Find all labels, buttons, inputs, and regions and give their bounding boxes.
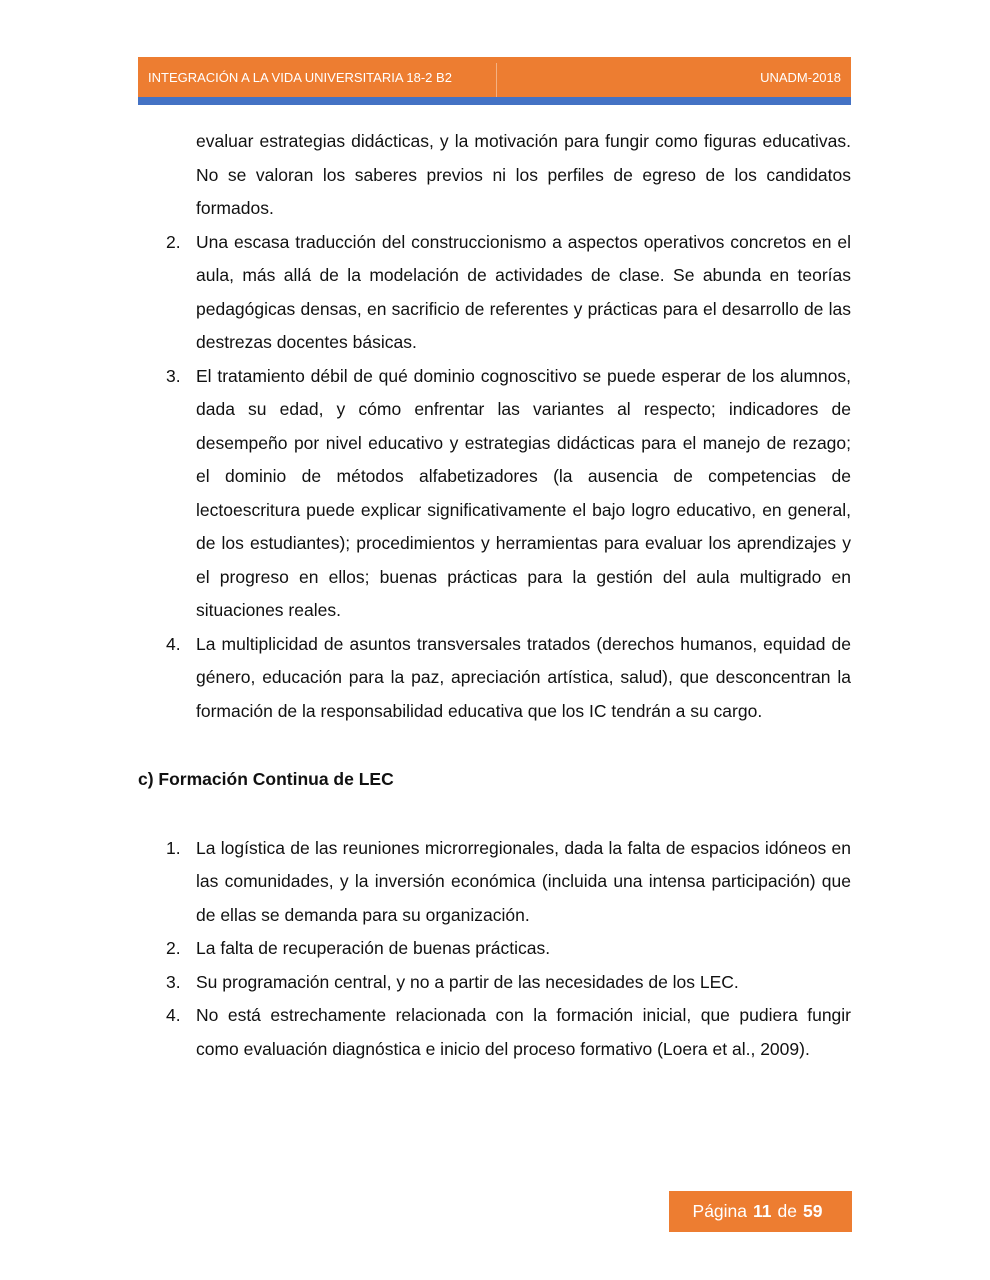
list-item-number: 3. xyxy=(166,365,181,386)
list-item-text: La falta de recuperación de buenas prácticas. xyxy=(196,938,551,958)
list-item-number: 2. xyxy=(166,231,181,252)
footer-current-page: 11 xyxy=(753,1201,772,1221)
header-band xyxy=(138,97,851,105)
header-institution: UNADM-2018 xyxy=(760,69,841,85)
footer-of-label: de xyxy=(777,1201,797,1221)
header-course-title: INTEGRACIÓN A LA VIDA UNIVERSITARIA 18-2 B2 xyxy=(148,69,452,85)
list-item-number: 1. xyxy=(166,837,181,858)
footer-page-label: Página xyxy=(692,1201,748,1221)
list-item xyxy=(138,226,851,360)
list-item-text: La logística de las reuniones microrregionales, dada la falta de espacios idóneos en las comunidades, y la inversión económica (incluida una intensa participación) que de ellas se demanda para su organización. xyxy=(196,837,851,925)
page-header xyxy=(138,57,851,97)
list-item xyxy=(138,999,851,1066)
list-item-number: 3. xyxy=(166,971,181,992)
list-item xyxy=(138,966,851,1000)
deficiencies-list xyxy=(138,226,851,729)
section-heading: c) Formación Continua de LEC xyxy=(138,769,394,789)
list-item-text: No está estrechamente relacionada con la formación inicial, que pudiera fungir como evaluación diagnóstica e inicio del proceso formativo (Loera et al., 2009). xyxy=(196,1005,851,1059)
list-item xyxy=(138,360,851,628)
continuation-paragraph: evaluar estrategias didácticas, y la motivación para fungir como figuras educativas. No se valoran los saberes previos ni los perfiles de egreso de los candidatos formados. xyxy=(196,131,851,218)
list-item-number: 2. xyxy=(166,938,181,958)
list-item-text: Una escasa traducción del construccionismo a aspectos operativos concretos en el aula, más allá de la modelación de actividades de clase. Se abunda en teorías pedagógicas densas, en sacrificio de referentes y prácticas para el desarrollo de las destrezas docentes básicas. xyxy=(196,231,851,352)
list-item-number: 4. xyxy=(166,1005,181,1025)
list-item-text: Su programación central, y no a partir de las necesidades de los LEC. xyxy=(196,971,739,992)
list-item xyxy=(138,628,851,729)
document-body xyxy=(138,125,851,1066)
footer-total-pages: 59 xyxy=(803,1201,823,1221)
list-item-number: 4. xyxy=(166,633,181,654)
list-item xyxy=(138,932,851,966)
page-number-footer xyxy=(669,1191,852,1232)
list-item-text: La multiplicidad de asuntos transversales tratados (derechos humanos, equidad de género, educación para la paz, apreciación artística, salud), que desconcentran la formación de la responsabilidad educativa que los IC tendrán a su cargo. xyxy=(196,633,851,721)
list-item-text: El tratamiento débil de qué dominio cognoscitivo se puede esperar de los alumnos, dada su edad, y cómo enfrentar las variantes al respecto; indicadores de desempeño por nivel educativo y estrategias didácticas para el manejo de rezago; el dominio de métodos alfabetizadores (la ausencia de competencias de lectoescritura puede explicar significativamente el bajo logro educativo, en general, de los estudiantes); procedimientos y herramientas para evaluar los aprendizajes y el progreso en ellos; buenas prácticas para la gestión del aula multigrado en situaciones reales. xyxy=(196,365,851,620)
continuing-education-list xyxy=(138,832,851,1067)
list-item xyxy=(138,832,851,933)
